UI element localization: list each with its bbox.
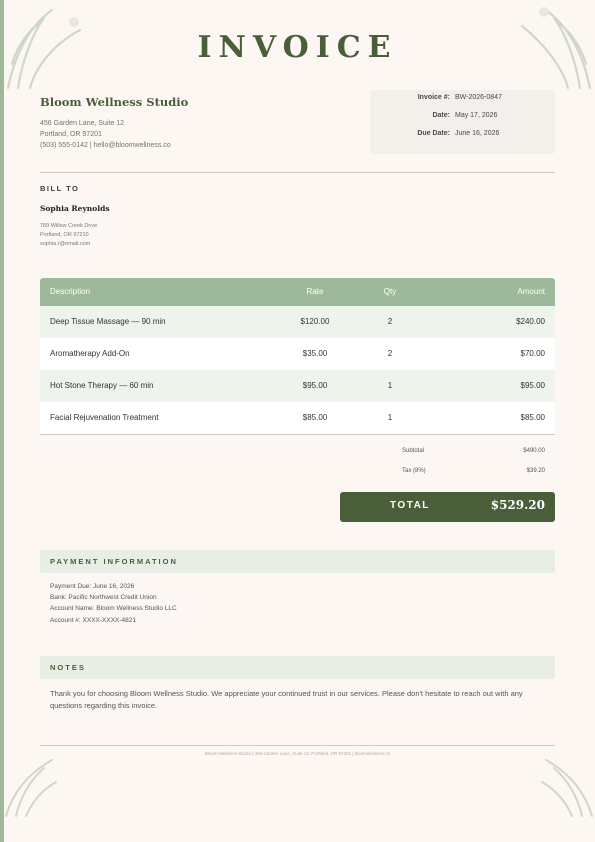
total-label: TOTAL [390,500,430,511]
table-row [40,338,555,370]
subtotal-label: Subtotal [402,448,425,454]
client-address-line2: Portland, OR 97210 [40,232,89,238]
client-email: sophia.r@email.com [40,241,91,247]
table-row [40,370,555,402]
leaf-sprig-bottom-left-icon [4,756,64,818]
bill-to-heading: BILL TO [40,184,80,193]
payment-account-name: Account Name: Bloom Wellness Studio LLC [50,605,177,612]
header-amount: Amount [517,287,545,296]
table-bottom-rule [40,434,555,435]
payment-bank: Bank: Pacific Northwest Credit Union [50,594,157,601]
due-date-label: Due Date: [417,130,450,137]
item-description: Deep Tissue Massage — 90 min [50,317,166,326]
notes-section-header [40,656,555,679]
company-address-line1: 456 Garden Lane, Suite 12 [40,120,125,127]
item-description: Aromatherapy Add-On [50,349,130,358]
due-date-value: June 16, 2026 [455,130,500,137]
table-row [40,306,555,338]
tax-label: Tax (8%) [402,468,426,474]
notes-text: Thank you for choosing Bloom Wellness Studio. We appreciate your continued trust in our services. Please don't hesitate to reach out with any questions regarding this invoice. [50,689,523,710]
payment-account-number: Account #: XXXX-XXXX-4821 [50,617,136,624]
company-contact: (503) 555-0142 | hello@bloomwellness.co [40,142,171,149]
item-qty: 1 [387,381,393,390]
table-row [40,402,555,434]
header-divider [40,172,555,173]
items-table-header [40,278,555,306]
item-description: Facial Rejuvenation Treatment [50,413,159,422]
item-amount: $70.00 [520,349,545,358]
notes-heading: NOTES [50,663,86,672]
tax-value: $39.20 [526,468,545,474]
item-amount: $240.00 [516,317,545,326]
item-qty: 2 [387,349,393,358]
date-value: May 17, 2026 [455,112,498,119]
item-rate: $35.00 [302,349,328,358]
item-qty: 1 [387,413,393,422]
invoice-number-label: Invoice #: [417,94,450,101]
invoice-title: INVOICE [197,30,398,65]
item-amount: $95.00 [520,381,545,390]
footer-text: Bloom Wellness Studio | 456 Garden Lane, Suite 12, Portland, OR 97201 | bloomwellness.co [204,751,391,756]
total-value: $529.20 [490,498,545,512]
company-name: Bloom Wellness Studio [40,95,189,109]
item-qty: 2 [387,317,393,326]
date-label: Date: [432,112,450,119]
side-accent-bar [0,0,4,842]
client-address-line1: 789 Willow Creek Drive [40,223,98,229]
total-box [340,492,555,522]
footer-divider [40,745,555,746]
payment-heading: PAYMENT INFORMATION [50,557,178,566]
header-rate: Rate [306,287,324,296]
subtotal-value: $490.00 [523,448,545,454]
client-name: Sophia Reynolds [40,204,110,213]
item-rate: $120.00 [300,317,330,326]
item-rate: $95.00 [302,381,328,390]
header-description: Description [50,287,91,296]
company-address-line2: Portland, OR 97201 [40,131,102,138]
header-qty: Qty [383,287,397,296]
invoice-number-value: BW-2026-0847 [455,94,502,101]
invoice-meta-box [370,90,555,154]
payment-section-header [40,550,555,573]
item-rate: $85.00 [302,413,328,422]
item-amount: $85.00 [520,413,545,422]
item-description: Hot Stone Therapy — 60 min [50,381,154,390]
leaf-sprig-bottom-right-icon [534,756,594,818]
payment-due: Payment Due: June 16, 2026 [50,583,135,590]
